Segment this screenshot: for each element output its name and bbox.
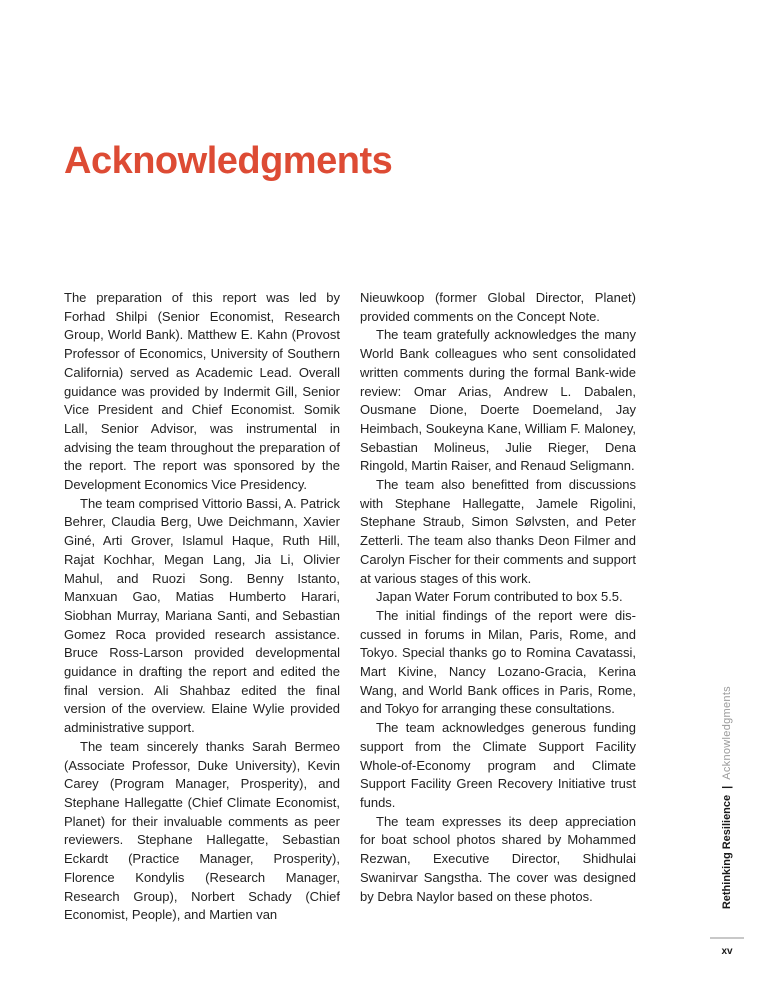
page-number: xv bbox=[721, 946, 733, 957]
page-title: Acknowledgments bbox=[64, 140, 393, 182]
paragraph: The team acknowledges generous funding support from the Climate Support Facility Whole-of-Economy program and Climate Support Facility Green Recovery Initiative trust funds. bbox=[360, 720, 636, 810]
running-head-separator: | bbox=[721, 785, 733, 789]
paragraph: The team sincerely thanks Sarah Bermeo (Associate Professor, Duke University), Kevin Carey (Program Manager, Prosperity), and Stephane Hallegatte (Chief Climate Economist, Planet) for their invaluable comments as peer reviewers. Stephane Hallegatte, Sebastian Eckardt (Practice Manager, Prosperity), Florence Kondylis (Research Manager, Research Group), Norbert Schady (Chief Economist, People), and Martien van bbox=[64, 738, 340, 923]
chapter-name: Acknowledgments bbox=[721, 686, 733, 780]
running-head bbox=[716, 686, 738, 930]
paragraph: Nieuwkoop (former Global Director, Planet) provided comments on the Concept Note. bbox=[360, 290, 636, 324]
paragraph: The team expresses its deep appreciation for boat school photos shared by Mohammed Rezwan, Executive Director, Shidhulai Swanirvar Sangstha. The cover was designed by Debra Naylor based on these photos. bbox=[360, 813, 636, 904]
paragraph: The initial findings of the report were discussed in forums in Milan, Paris, Rome, and Tokyo. Special thanks go to Romina Cavatassi, Mart Kivine, Nancy Lozano-Gracia, Kerina Wang, and World Bank offices in Paris, Rome, and Tokyo for arranging these consultations. bbox=[360, 607, 636, 717]
right-column bbox=[360, 289, 636, 906]
left-column bbox=[64, 289, 340, 925]
paragraph: The team comprised Vittorio Bassi, A. Patrick Behrer, Claudia Berg, Uwe Deichmann, Xavier Giné, Arti Grover, Islamul Haque, Ruth Hill, Rajat Kochhar, Megan Lang, Jia Li, Olivier Mahul, and Ruozi Song. Benny Istanto, Manxuan Gao, Matias Humberto Harari, Siobhan Murray, Mariana Santi, and Sebastian Gomez Roca provided research assistance. Bruce Ross-Larson provided developmental guidance in drafting the report and edited the final version. Ali Shahbaz edited the final version of the overview. Elaine Wylie provided administrative support. bbox=[64, 495, 340, 736]
paragraph: The preparation of this report was led by Forhad Shilpi (Senior Economist, Research Group, World Bank). Matthew E. Kahn (Provost Professor of Economics, University of Southern California) served as Academic Lead. Overall guidance was provided by Indermit Gill, Senior Vice President and Chief Economist. Somik Lall, Senior Advisor, was instrumental in advising the team throughout the preparation of the report. The report was sponsored by the Development Economics Vice Presidency. bbox=[64, 290, 340, 493]
footer-divider bbox=[710, 937, 744, 939]
paragraph: The team gratefully acknowledges the many World Bank colleagues who sent consolidated written comments during the formal Bank-wide review: Omar Arias, Andrew L. Dabalen, Ousmane Dione, Doerte Doemeland, Jay Heimbach, Soukeyna Kane, William F. Maloney, Sebastian Molineus, Julie Rieger, Dena Ringold, Martin Raiser, and Renaud Seligmann. bbox=[360, 327, 636, 474]
book-title: Rethinking Resilience bbox=[721, 794, 733, 910]
paragraph: The team also benefitted from discussions with Stephane Hallegatte, Jamele Rigolini, Stephane Straub, Simon Sølvsten, and Peter Zetterli. The team also thanks Deon Filmer and Carolyn Fischer for their comments and support at various stages of this work. bbox=[360, 477, 636, 586]
paragraph: Japan Water Forum contributed to box 5.5. bbox=[376, 589, 623, 605]
